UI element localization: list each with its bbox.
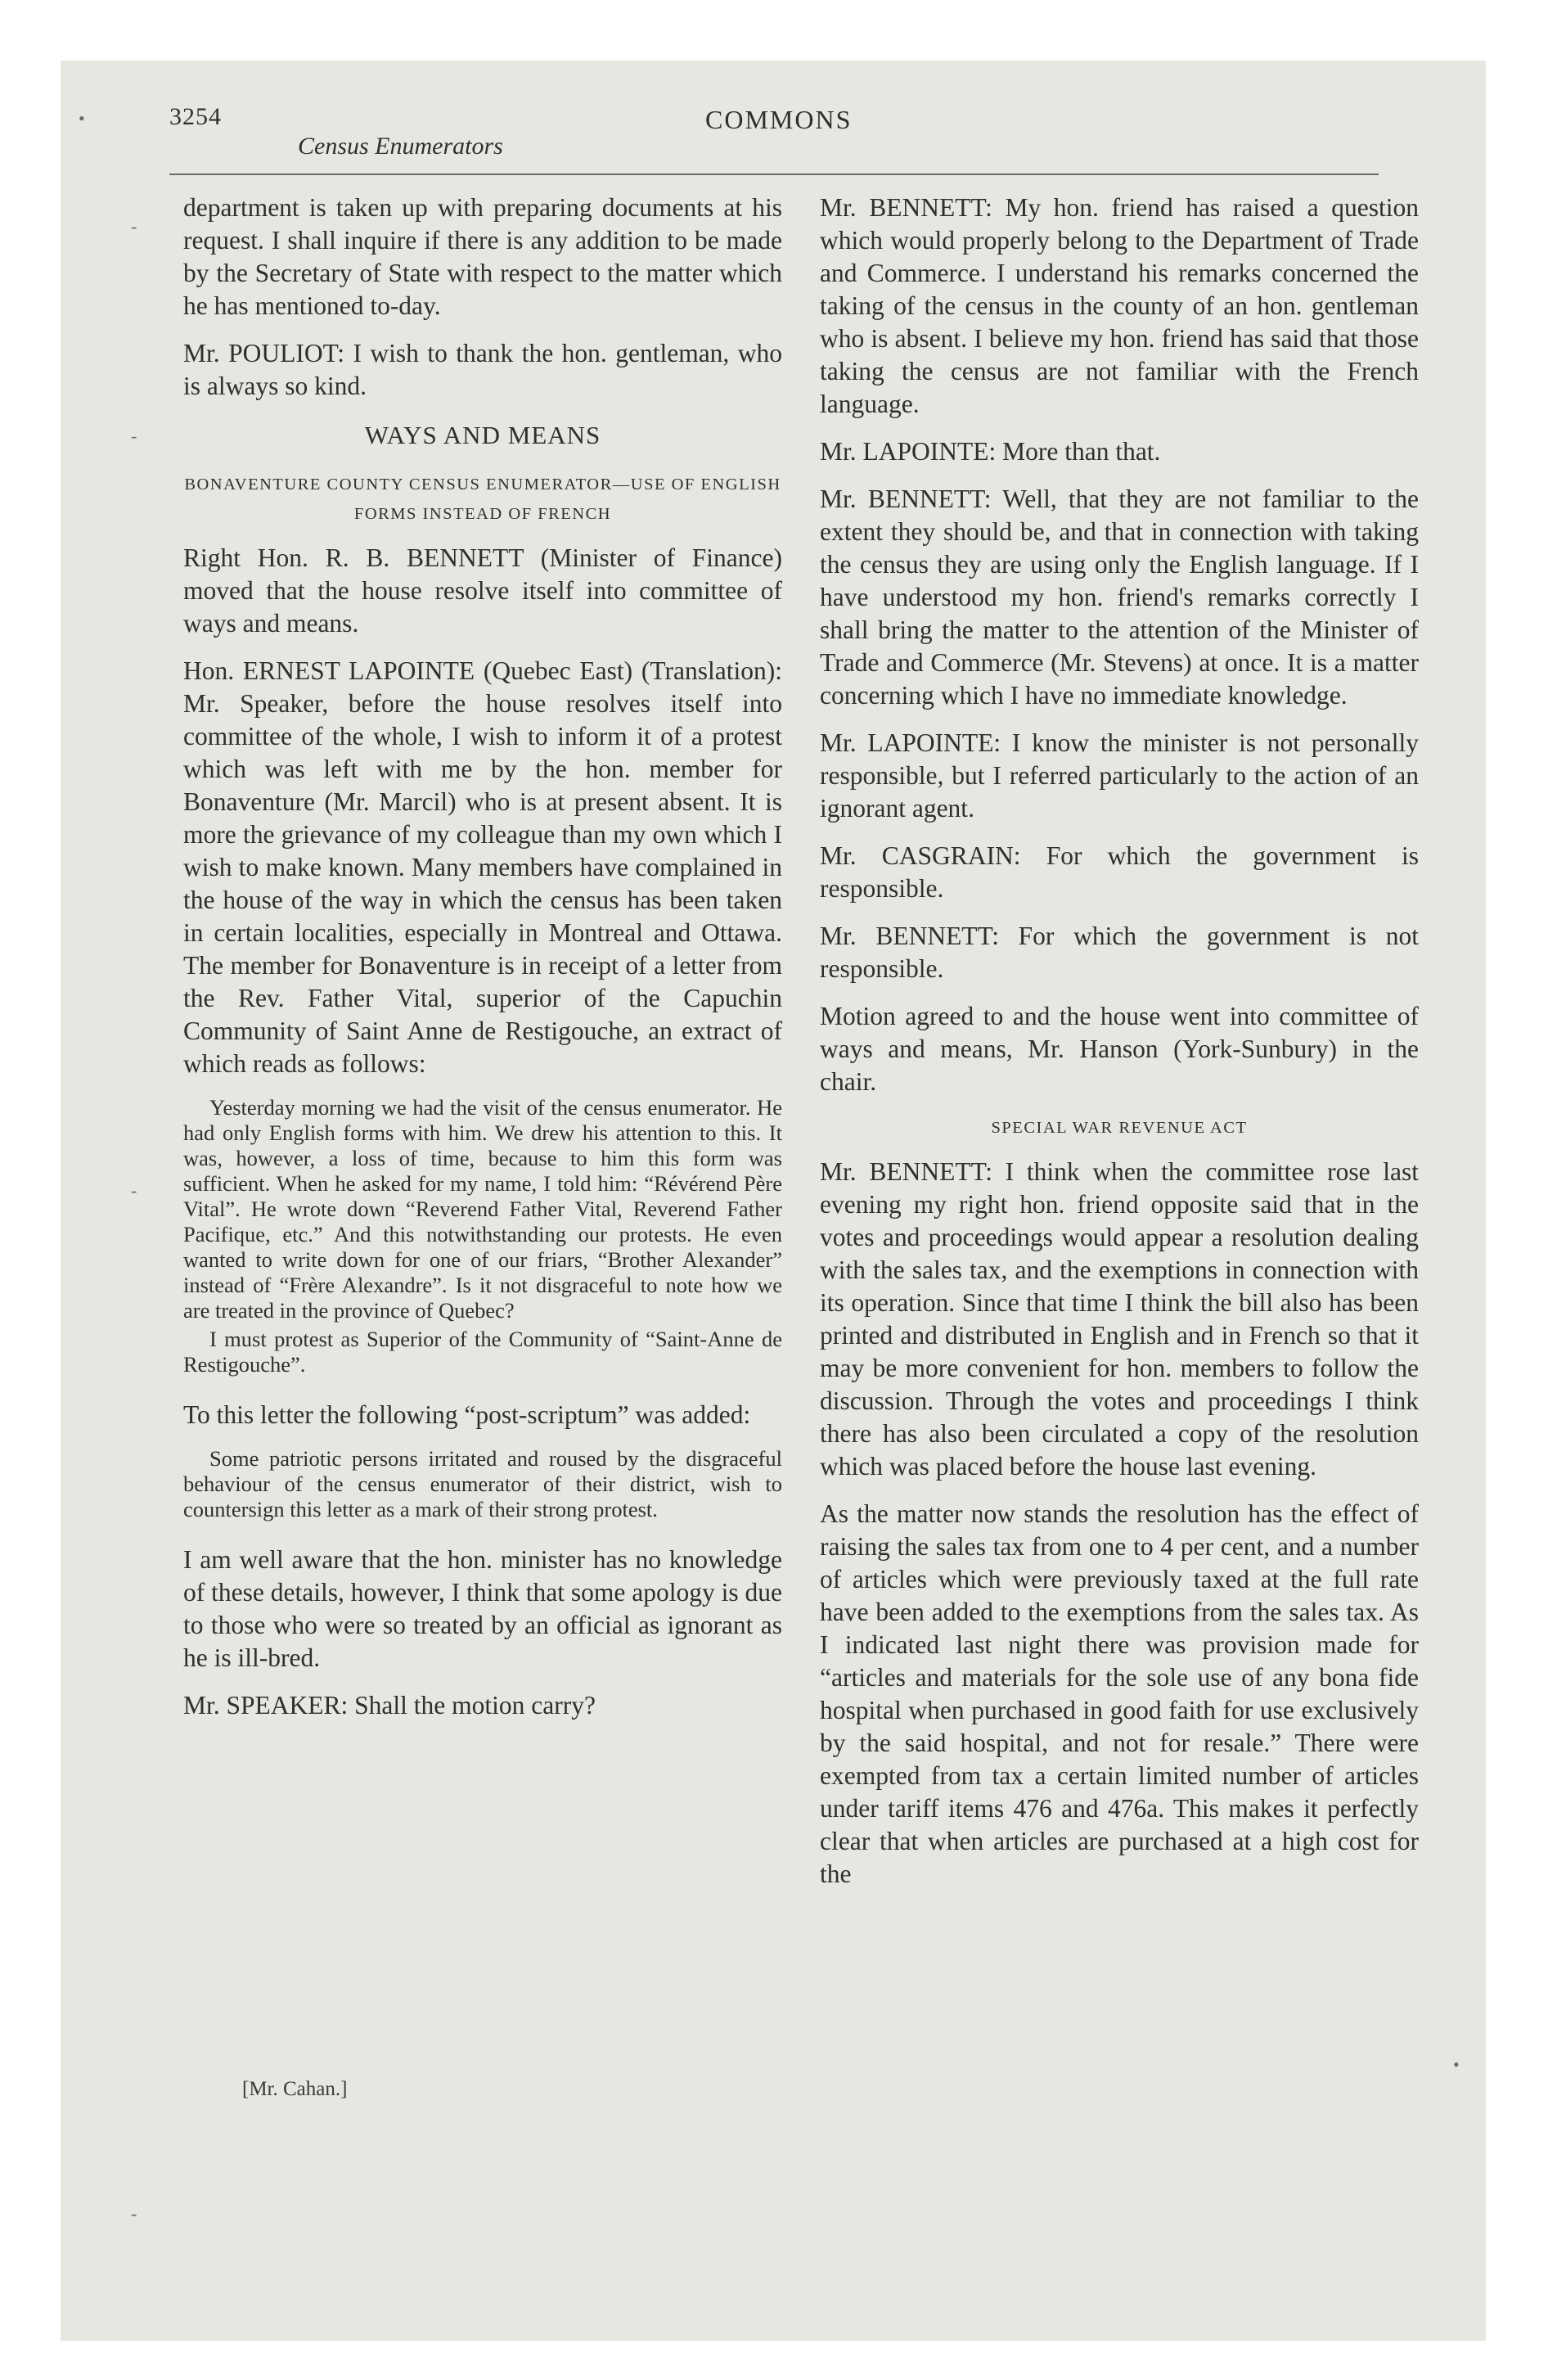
- paragraph: As the matter now stands the resolution has the effect of raising the sales tax from one to 4 per cent, and a number of articles which were previously taxed at the full rate have been added to the exemptions from the sales tax. As I indicated last night there was provision made for “articles and materials for the sole use of any bona fide hospital when purchased in good faith for use exclusively by the said hospital, and not for resale.” There were exempted from tax a certain limited number of articles under tariff items 476 and 476a. This makes it perfectly clear that when articles are purchased at a high cost for the: [820, 1499, 1419, 1888]
- paragraph: Motion agreed to and the house went into committee of ways and means, Mr. Hanson (York-Sunbury) in the chair.: [820, 1002, 1419, 1096]
- subheading: BONAVENTURE COUNTY CENSUS ENUMERATOR—USE OF ENGLISH FORMS INSTEAD OF FRENCH: [184, 476, 781, 523]
- right-column: [820, 192, 1419, 1905]
- paragraph: Mr. CASGRAIN: For which the government is responsible.: [820, 841, 1419, 903]
- paragraph: Mr. BENNETT: I think when the committee rose last evening my right hon. friend opposite said that in the votes and proceedings would appear a resolution dealing with the sales tax, and the exemptions in connection with its operation. Since that time I think the bill also has been printed and distributed in English and in French so that it may be more convenient for hon. members to follow the discussion. Through the votes and proceedings I think there has also been circulated a copy of the resolution which was placed before the house last evening.: [820, 1157, 1419, 1481]
- page-header: [61, 61, 1486, 192]
- margin-dot-mark: •: [79, 108, 85, 128]
- margin-dot-mark: •: [1453, 2054, 1460, 2075]
- footer-citation: [Mr. Cahan.]: [242, 2078, 348, 2100]
- margin-dash-mark: -: [131, 216, 137, 237]
- paragraph: department is taken up with preparing documents at his request. I shall inquire if there is any addition to be made by the Secretary of State with respect to the matter which he has mentioned to-day.: [183, 193, 782, 320]
- quoted-letter: Yesterday morning we had the visit of the census enumerator. He had only English forms with him. We drew his attention to this. It was, however, a loss of time, because to him this form was sufficient. When he asked for my name, I told him: “Révérend Père Vital”. He wrote down “Reverend Father Vital, Reverend Father Pacifique, etc.” And this notwithstanding our protests. He even wanted to write down for one of our friars, “Brother Alexander” instead of “Frère Alexandre”. Is it not disgraceful to note how we are treated in the province of Quebec?: [183, 1095, 782, 1323]
- subheading: SPECIAL WAR REVENUE ACT: [991, 1119, 1248, 1137]
- quoted-postscript: Some patriotic persons irritated and roused by the disgraceful behaviour of the census enumerator of their district, wish to countersign this letter as a mark of their strong protest.: [183, 1446, 782, 1521]
- hansard-page: [61, 61, 1486, 2341]
- journal-title: COMMONS: [705, 105, 853, 134]
- paragraph: Hon. ERNEST LAPOINTE (Quebec East) (Translation): Mr. Speaker, before the house resolves itself into committee of the whole, I wish to inform it of a protest which was left with me by the hon. member for Bonaventure (Mr. Marcil) who is at present absent. It is more the grievance of my colleague than my own which I wish to make known. Many members have complained in the house of the way in which the census has been taken in certain localities, especially in Montreal and Ottawa. The member for Bonaventure is in receipt of a letter from the Rev. Father Vital, superior of the Capuchin Community of Saint Anne de Restigouche, an extract of which reads as follows:: [183, 656, 782, 1078]
- left-column: [183, 192, 782, 1722]
- margin-dash-mark: -: [131, 1180, 137, 1201]
- quoted-letter: I must protest as Superior of the Community of “Saint-Anne de Restigouche”.: [183, 1327, 782, 1377]
- running-title: Census Enumerators: [298, 133, 503, 160]
- paragraph: Mr. BENNETT: For which the government is not responsible.: [820, 922, 1419, 983]
- margin-dash-mark: -: [131, 426, 137, 446]
- paragraph: Right Hon. R. B. BENNETT (Minister of Finance) moved that the house resolve itself into committee of ways and means.: [183, 543, 782, 638]
- margin-dash-mark: -: [131, 2203, 137, 2224]
- paragraph: Mr. LAPOINTE: I know the minister is not personally responsible, but I referred particularly to the action of an ignorant agent.: [820, 728, 1419, 823]
- page-number: 3254: [169, 103, 222, 130]
- paragraph: Mr. POULIOT: I wish to thank the hon. gentleman, who is always so kind.: [183, 339, 782, 400]
- section-heading: WAYS AND MEANS: [364, 421, 601, 449]
- paragraph: Mr. BENNETT: My hon. friend has raised a question which would properly belong to the Department of Trade and Commerce. I understand his remarks concerned the taking of the census in the county of an hon. gentleman who is absent. I believe my hon. friend has said that those taking the census are not familiar with the French language.: [820, 193, 1419, 418]
- header-rule: [169, 174, 1379, 175]
- paragraph: To this letter the following “post-scriptum” was added:: [183, 1400, 751, 1429]
- paragraph: Mr. SPEAKER: Shall the motion carry?: [183, 1691, 596, 1720]
- paragraph: Mr. BENNETT: Well, that they are not familiar to the extent they should be, and that in connection with taking the census they are using only the English language. If I have understood my hon. friend's remarks correctly I shall bring the matter to the attention of the Minister of Trade and Commerce (Mr. Stevens) at once. It is a matter concerning which I have no immediate knowledge.: [820, 485, 1419, 710]
- paragraph: I am well aware that the hon. minister has no knowledge of these details, however, I think that some apology is due to those who were so treated by an official as ignorant as he is ill-bred.: [183, 1545, 782, 1672]
- paragraph: Mr. LAPOINTE: More than that.: [820, 437, 1161, 466]
